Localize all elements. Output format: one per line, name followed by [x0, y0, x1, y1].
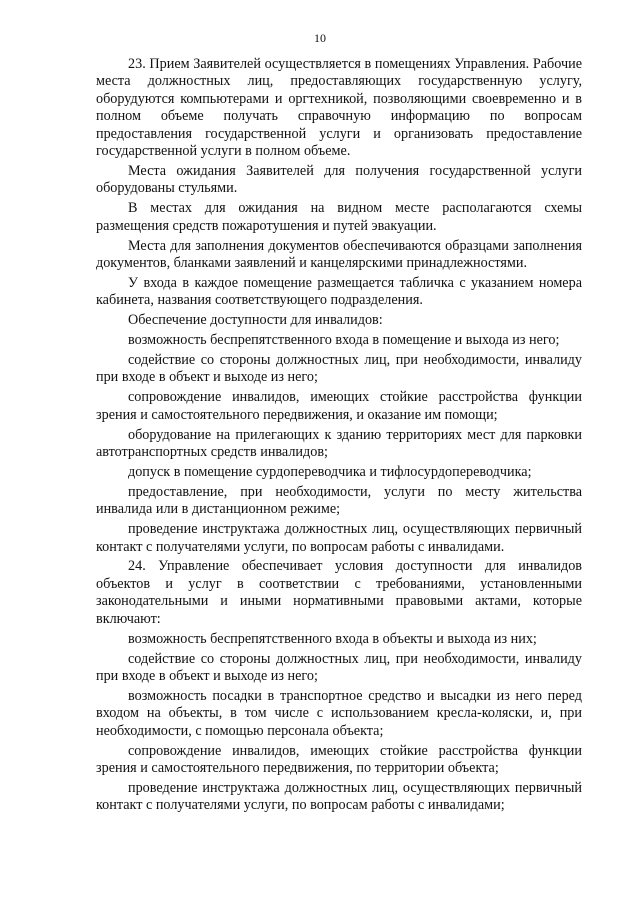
paragraph-accessibility-heading: Обеспечение доступности для инвалидов: — [128, 312, 383, 329]
list-item-barrier-free-entry: возможность беспрепятственного входа в помещение и выхода из него; — [128, 332, 560, 349]
paragraph-door-sign: У входа в каждое помещение размещается табличка с указанием номера кабинета, названия соответствующего подразделения. — [96, 274, 582, 309]
list-item-escort: сопровождение инвалидов, имеющих стойкие расстройства функции зрения и самостоятельного передвижения, и оказание им помощи; — [96, 389, 582, 423]
paragraph-24-intro: 24. Управление обеспечивает условия доступности для инвалидов объектов и услуг в соответствии с требованиями, установленными законодательными и иными нормативными правовыми актами, которые включают: — [96, 558, 582, 627]
list-item-briefing-24: проведение инструктажа должностных лиц, осуществляющих первичный контакт с получателями услуги, по вопросам работы с инвалидами; — [96, 779, 582, 814]
paragraph-form-filling: Места для заполнения документов обеспечиваются образцами заполнения документов, бланками заявлений и канцелярскими принадлежностями. — [96, 237, 582, 271]
paragraph-evacuation-schemes: В местах для ожидания на видном месте располагаются схемы размещения средств пожаротушения и путей эвакуации. — [96, 200, 582, 234]
list-item-vehicle-boarding: возможность посадки в транспортное средство и высадки из него перед входом на объекты, в том числе с использованием кресла-коляски, и, при необходимости, с помощью персонала объекта; — [96, 687, 582, 739]
list-item-object-entry: возможность беспрепятственного входа в объекты и выхода из них; — [128, 630, 537, 647]
paragraph-23-intro: 23. Прием Заявителей осуществляется в помещениях Управления. Рабочие места должностных лиц, предоставляющих государственную услугу, оборудуются компьютерами и оргтехникой, позволяющими своевременно и в полном объеме получать справочную информацию по вопросам предоставления государственной услуги и организовать предоставление государственной услуги в полном объеме. — [96, 56, 582, 160]
list-item-parking: оборудование на прилегающих к зданию территориях мест для парковки автотранспортных средств инвалидов; — [96, 426, 582, 461]
page-number: 10 — [314, 31, 326, 45]
list-item-staff-briefing: проведение инструктажа должностных лиц, осуществляющих первичный контакт с получателями услуги, по вопросам работы с инвалидами. — [96, 521, 582, 555]
list-item-remote-service: предоставление, при необходимости, услуги по месту жительства инвалида или в дистанционном режиме; — [96, 483, 582, 518]
document-body — [96, 56, 582, 817]
paragraph-waiting-seats: Места ожидания Заявителей для получения государственной услуги оборудованы стульями. — [96, 162, 582, 197]
list-item-staff-assistance: содействие со стороны должностных лиц, при необходимости, инвалиду при входе в объект и выходе из него; — [96, 352, 582, 386]
list-item-interpreter-access: допуск в помещение сурдопереводчика и тифлосурдопереводчика; — [128, 463, 532, 480]
list-item-territory-escort: сопровождение инвалидов, имеющих стойкие расстройства функции зрения и самостоятельного передвижения, по территории объекта; — [96, 742, 582, 776]
list-item-object-staff-assistance: содействие со стороны должностных лиц, при необходимости, инвалиду при входе в объект и выходе из него; — [96, 650, 582, 684]
